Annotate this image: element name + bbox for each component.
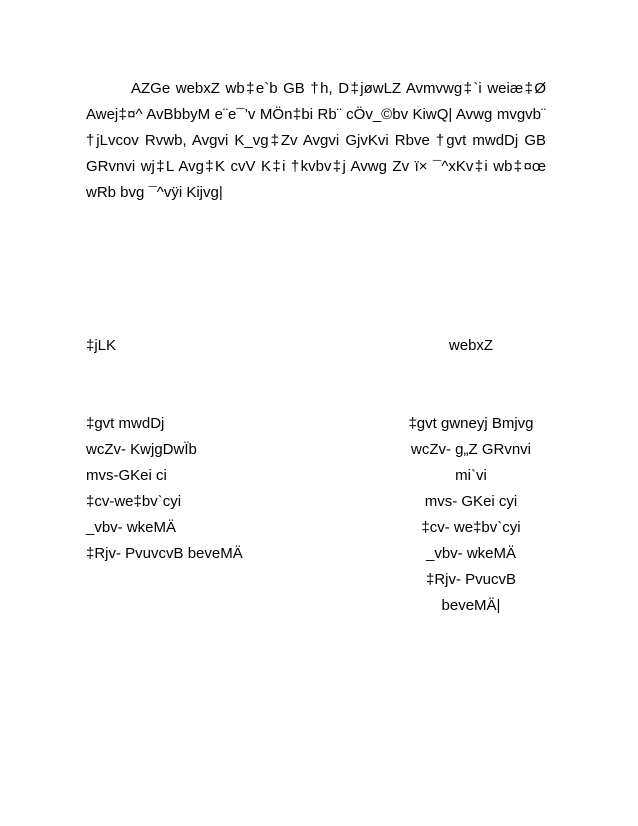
writer-district: ‡Rjv- PvuvcvB beveMÄ: [86, 545, 243, 562]
paragraph-line-3: †jLvcov Rvwb, Avgvi K_vg‡Zv Avgvi GjvKvi Rbve †gvt mwdDj GB: [86, 132, 546, 149]
paragraph-line-2: Awej‡¤^ AvBbbyM e¨e¯’v MÖn‡bi Rb¨ cÖv_©bv KiwQ| Avwg mvgvb¨: [86, 106, 546, 123]
applicant-heading: webxZ: [448, 337, 494, 354]
applicant-name: ‡gvt gwneyj Bmjvg: [408, 415, 534, 432]
writer-father: wcZv- KwjgDwÏb: [86, 441, 197, 458]
paragraph-line-1: AZGe webxZ wb‡e`b GB †h, D‡jøwLZ Avmvwg‡`i weiæ‡Ø: [131, 80, 546, 97]
writer-name: ‡gvt mwdDj: [86, 415, 165, 432]
paragraph-line-4: GRvnvi wj‡L Avg‡K cvV K‡i †kvbv‡j Avwg Zv ï× ¯^xKv‡i wb‡¤œ: [86, 158, 546, 175]
applicant-police-station: _vbv- wkeMÄ: [425, 545, 517, 562]
applicant-village: mvs- GKei cyi: [424, 493, 518, 510]
writer-police-station: _vbv- wkeMÄ: [86, 519, 177, 536]
applicant-district-cont: beveMÄ|: [441, 597, 501, 614]
writer-post-office: ‡cv-we‡bv`cyi: [86, 493, 182, 510]
applicant-father: wcZv- g„Z GRvnvi: [411, 441, 531, 458]
applicant-father-cont: mi`vi: [455, 467, 487, 484]
paragraph-line-5: wRb bvg ¯^vÿi Kijvg|: [86, 184, 223, 201]
writer-heading: ‡jLK: [86, 337, 117, 354]
applicant-post-office: ‡cv- we‡bv`cyi: [421, 519, 521, 536]
writer-village: mvs-GKei ci: [86, 467, 167, 484]
applicant-district: ‡Rjv- PvucvB: [425, 571, 517, 588]
